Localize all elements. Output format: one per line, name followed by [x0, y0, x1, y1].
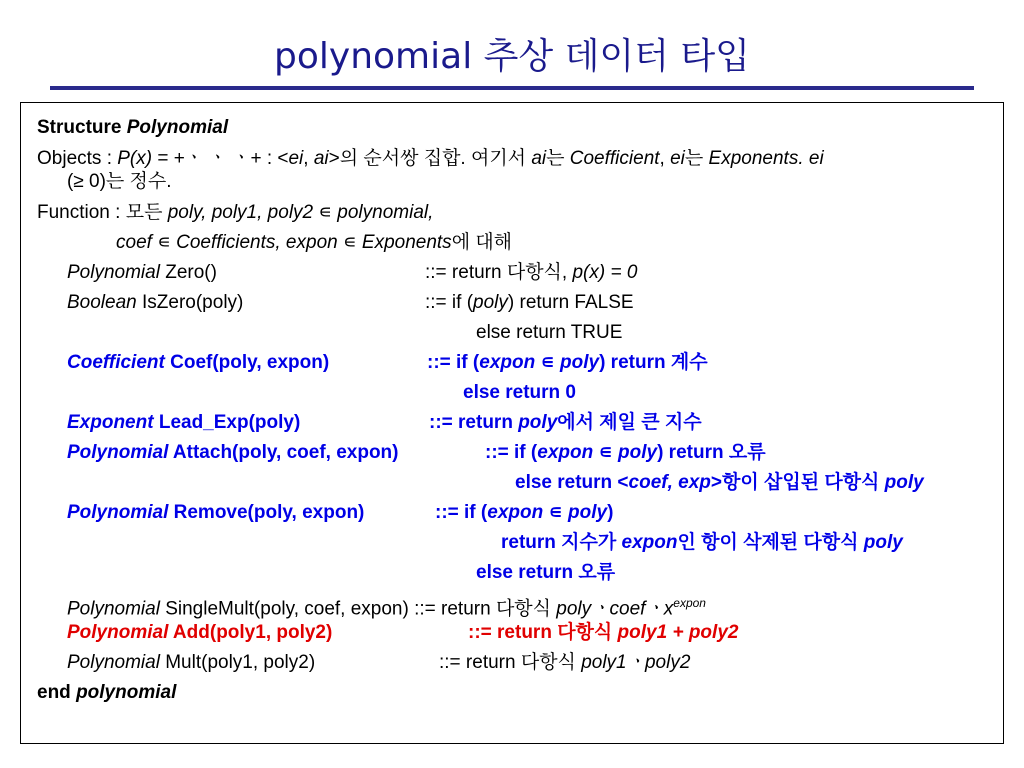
op-add-type: Polynomial — [67, 622, 169, 643]
op-add-def-expr: poly1 + poly2 — [617, 622, 739, 643]
op-mult-signature — [67, 652, 315, 674]
op-attach-def1: ::= if ( — [485, 442, 538, 463]
op-add-definition — [468, 622, 738, 644]
op-iszero-signature — [67, 292, 243, 314]
op-coef-def-expr: expon ∊ poly — [479, 352, 600, 373]
op-zero-def-expr: p(x) = 0 — [572, 262, 638, 283]
op-remove-return — [501, 532, 903, 554]
objects-neun2: 는 — [684, 148, 709, 169]
function-coef-suffix: 에 대해 — [451, 232, 513, 253]
objects-comma: , — [303, 148, 314, 169]
op-attach-def2: ) return 오류 — [657, 442, 766, 463]
op-remove-ret-poly: poly — [863, 532, 903, 553]
function-label: Function : 모든 — [37, 202, 168, 223]
op-lead-signature — [67, 412, 300, 434]
op-zero-definition — [425, 262, 637, 284]
objects-ai: ai — [313, 148, 329, 169]
op-remove-signature — [67, 502, 364, 524]
structure-name: Polynomial — [126, 117, 229, 138]
op-iszero-def2: ) return FALSE — [507, 292, 634, 313]
objects-mid: >의 순서쌍 집합. 여기서 — [328, 148, 532, 169]
op-attach-else2: >항이 삽입된 다항식 — [710, 472, 885, 493]
end-label: end — [37, 682, 71, 703]
op-remove-name: Remove(poly, expon) — [168, 502, 365, 523]
objects-ei2: ei — [670, 148, 685, 169]
objects-label: Objects : — [37, 148, 118, 169]
op-singlemult-def1: ::= return 다항식 — [408, 598, 557, 620]
op-coef-signature — [67, 352, 329, 374]
structure-label: Structure — [37, 117, 122, 138]
op-singlemult-line — [67, 592, 706, 620]
op-attach-else — [515, 472, 924, 494]
op-zero-def: ::= return 다항식, — [425, 262, 573, 283]
op-singlemult-name: SingleMult(poly, coef, expon) — [159, 598, 409, 620]
op-zero-type: Polynomial — [67, 262, 160, 283]
end-line — [37, 682, 176, 704]
op-attach-else-expr: coef, exp — [628, 472, 711, 493]
op-singlemult-type: Polynomial — [67, 598, 160, 620]
op-singlemult-exponent: expon — [673, 596, 706, 610]
title-underline — [50, 86, 974, 90]
op-lead-name: Lead_Exp(poly) — [153, 412, 301, 433]
op-coef-definition — [427, 352, 708, 374]
op-remove-def1: ::= if ( — [435, 502, 488, 523]
op-lead-definition — [429, 412, 702, 434]
op-coef-def1: ::= if ( — [427, 352, 480, 373]
objects-coefficient: Coefficient — [569, 148, 660, 169]
op-add-signature — [67, 622, 332, 644]
op-add-def1: ::= return 다항식 — [468, 622, 618, 643]
op-zero-signature — [67, 262, 217, 284]
objects-ei: ei — [288, 148, 304, 169]
op-coef-type: Coefficient — [67, 352, 165, 373]
op-iszero-def1: ::= if ( — [425, 292, 474, 313]
function-line — [37, 202, 433, 224]
objects-neun1: 는 — [546, 148, 570, 169]
op-remove-else: else return 오류 — [476, 562, 616, 583]
function-coef-line — [116, 232, 512, 254]
objects-comma2: , — [659, 148, 671, 169]
op-coef-name: Coef(poly, expon) — [164, 352, 330, 373]
op-lead-type: Exponent — [67, 412, 154, 433]
op-remove-type: Polynomial — [67, 502, 169, 523]
op-iszero-definition — [425, 292, 634, 314]
objects-line-2: (≥ 0)는 정수. — [67, 171, 172, 192]
op-attach-name: Attach(poly, coef, expon) — [168, 442, 399, 463]
op-lead-def1: ::= return — [429, 412, 519, 433]
op-attach-else1: else return < — [515, 472, 629, 493]
op-remove-def-expr: expon ∊ poly — [487, 502, 608, 523]
op-zero-name: Zero() — [159, 262, 217, 283]
objects-exponents: Exponents. ei — [708, 148, 824, 169]
objects-dots: = +ㆍ ㆍ ㆍ+ : < — [152, 148, 289, 169]
op-remove-def2: ) — [607, 502, 614, 523]
op-coef-else: else return 0 — [463, 382, 576, 403]
op-remove-definition — [435, 502, 613, 524]
page-title: polynomial 추상 데이터 타입 — [274, 36, 750, 77]
op-attach-else-poly: poly — [884, 472, 924, 493]
adt-definition-box — [20, 102, 1004, 744]
op-coef-def2: ) return 계수 — [599, 352, 708, 373]
op-iszero-def-var: poly — [473, 292, 508, 313]
op-iszero-name: IsZero(poly) — [136, 292, 244, 313]
objects-px: P(x) — [117, 148, 153, 169]
op-attach-def-expr: expon ∊ poly — [537, 442, 658, 463]
op-lead-def-var: poly — [518, 412, 558, 433]
op-remove-ret2: 인 항이 삭제된 다항식 — [677, 532, 864, 553]
op-attach-signature — [67, 442, 398, 464]
function-vars: poly, poly1, poly2 ∊ polynomial, — [167, 202, 434, 223]
op-iszero-type: Boolean — [67, 292, 137, 313]
op-attach-type: Polynomial — [67, 442, 169, 463]
op-attach-definition — [485, 442, 766, 464]
objects-line — [37, 148, 824, 170]
op-remove-ret1: return 지수가 — [501, 532, 622, 553]
op-lead-def2: 에서 제일 큰 지수 — [557, 412, 702, 433]
op-remove-ret-var: expon — [621, 532, 678, 553]
op-add-name: Add(poly1, poly2) — [168, 622, 333, 643]
end-name: polynomial — [76, 682, 177, 703]
op-mult-def-expr: poly1ㆍpoly2 — [581, 652, 691, 673]
op-iszero-else: else return TRUE — [476, 322, 623, 343]
op-mult-definition — [439, 652, 690, 674]
op-singlemult-def-expr: polyㆍcoefㆍx — [556, 598, 674, 620]
op-mult-type: Polynomial — [67, 652, 160, 673]
function-coef: coef ∊ Coefficients, expon ∊ Exponents — [116, 232, 452, 253]
op-mult-name: Mult(poly1, poly2) — [159, 652, 316, 673]
objects-ai2: ai — [531, 148, 547, 169]
op-mult-def1: ::= return 다항식 — [439, 652, 582, 673]
structure-line — [37, 117, 228, 139]
